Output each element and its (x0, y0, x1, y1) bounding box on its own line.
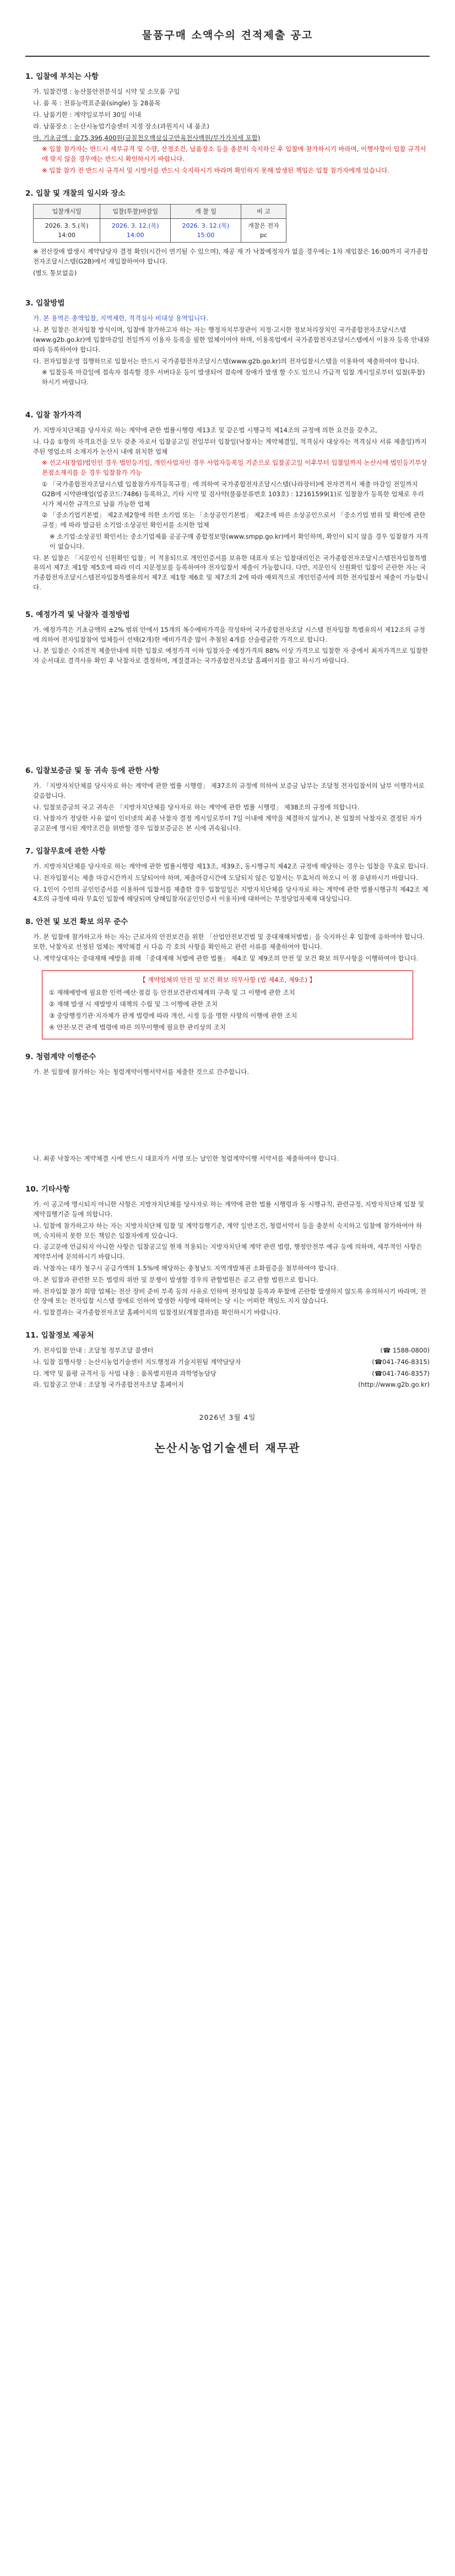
contact-row (25, 1380, 430, 1390)
s1-item: 가. 입찰건명 : 농산물안전분석실 시약 및 소모품 구입 (33, 88, 180, 96)
s10-item: 마. 본 입찰과 관련한 모든 법령의 위반 및 분쟁이 발생할 경우의 관할법원은 공고 관할 법원으로 합니다. (33, 1275, 318, 1284)
contact-row (25, 1369, 430, 1379)
section-1-heading: 1. 입찰에 부치는 사항 (25, 72, 99, 82)
contact-row (25, 1346, 430, 1356)
s5-item: 가. 예정가격은 기초금액의 ±2% 범위 안에서 15개의 복수예비가격을 작성하여 국가종합전자조달 시스템 전자입찰 특별유의서 제12조의 규정에 의하여 전자입찰참여 업체들이 선택(2개)한 예비가격중 많이 추첨된 4개를 산술평균한 가격으로 합니다. (33, 625, 425, 643)
s4-condition: ① 「국가종합전자조달시스템 입찰참가자격등록규정」에 의하여 국가종합전자조달시스템(나라장터)에 전자견적서 제출 마감일 전일까지 G2B에 시약판매업(업종코드:7486) 등록하고, 기타 시약 및 검사약(물품분류번호 103호) : 12161599(1)로 입찰참가 등록한 업체로 우리시가 제시한 규격으로 납품 가능한 업체 (42, 480, 424, 508)
contact-label: 라. 입찰공고 안내 : 조달청 국가종합전자조달 홈페이지 (33, 1381, 184, 1389)
section-3-heading: 3. 입찰방법 (25, 299, 65, 308)
safety-obligations-box (42, 970, 413, 1039)
s8-item: 나. 계약상대자는 중대재해 예방을 위해 「중대재해 처벌에 관한 법률」 제4조 및 제9조의 안전 및 보건 확보 의무사항을 이행하여야 합니다. (33, 954, 419, 962)
s4-note: ※ 선고시(창업)법인인 경우 법인등기일, 개인사업자인 경우 사업자등록일 기준으로 입찰공고일 이후부터 입찰일까지 논산시에 법인등기부상 본점소재지를 둔 경우 입찰참가 가능 (42, 459, 427, 477)
s4-condition: ② 「중소기업기본법」 제2조제2항에 의한 소기업 또는 「소상공인기본법」 제2조에 따른 소상공인으로서 「중소기업 범위 및 확인에 관한 규정」에 따라 발급된 소기업·소상공인 확인서를 소지한 업체 (42, 511, 426, 529)
s1-item: 다. 납품기한 : 계약일로부터 30일 이내 (33, 110, 141, 119)
issuer-name: 논산시농업기술센터 재무관 (154, 1441, 301, 1455)
s10-item: 가. 이 공고에 명시되지 아니한 사항은 지방자치단체를 당사자로 하는 계약에 관한 법률 시행령과 동 시행규칙, 관련규정, 지방자치단체 입찰 및 계약집행기준 등에 의합니다. (33, 1200, 424, 1218)
s6-item: 가. 「지방자치단체를 당사자로 하는 계약에 관한 법률 시행령」 제37조의 규정에 의하여 보증금 납부는 조달청 전자입찰서의 납부 이행각서로 갈음합니다. (33, 781, 425, 799)
schedule-cell: 개찰은 전자 pc (241, 218, 286, 242)
contact-row (25, 1357, 430, 1367)
page-title: 물품구매 소액수의 견적제출 공고 (142, 29, 313, 41)
section-11-heading: 11. 입찰정보 제공처 (25, 1331, 94, 1340)
safety-box-title: 【 계약업체의 안전 및 보건 확보 의무사항 (법 제4조, 제9조) 】 (139, 975, 316, 984)
s8-item: 가. 본 입찰에 참가하고자 하는 자는 근로자의 안전보건을 위한 「산업안전보건법 및 중대재해처벌법」을 숙지하신 후 입찰에 응하여야 합니다. 또한, 낙찰자로 선정된 업체는 계약체결 시 다음 각 호의 사항을 확인하고 관련 서류를 제출하여야 합니다. (33, 933, 425, 951)
s7-item: 나. 전자입찰서는 제출 마감시간까지 도달되어야 하며, 제출마감시간에 도달되지 않은 입찰서는 무효처리 하오니 이 점 유념하시기 바랍니다. (33, 873, 419, 882)
contact-value: (http://www.g2b.go.kr) (358, 1381, 430, 1389)
schedule-header: 입찰개시일 (34, 204, 100, 218)
section-10-heading: 10. 기타사항 (25, 1185, 70, 1194)
schedule-header: 개 찰 일 (171, 204, 241, 218)
s7-item: 다. 1인이 수인의 공인인증서를 이용하여 입찰서를 제출한 경우 입찰일일은 지방자치단체를 당사자로 하는 계약에 관한 법률시행규칙 제42조 제4호의 규정에 따라 무효인 입찰에 해당되며 당해입찰자(공인인증서 이용자)에 대하여는 부정당업자제재 대상입니다. (33, 885, 429, 903)
s1-note: ※ 입찰 참가 전 반드시 규격서 및 시방서를 반드시 숙지하시기 바라며 확인하지 못해 발생된 책임은 입찰 참가자에게 있습니다. (42, 167, 389, 175)
s1-item: 라. 납품장소 : 논산시농업기술센터 지정 장소(과원지시 내 품조) (33, 122, 209, 130)
section-2-heading: 2. 입찰 및 개찰의 일시와 장소 (25, 189, 126, 198)
s2-note: ※ 전산장애 발생시 계약담당자 결정 확인(시간이 연기될 수 있으며), 재공 재 가 낙찰예정자가 없을 경우에는 1차 재입찰은 16:00까지 국가종합전자조달시스템(G2B)에서 재입찰하여야 합니다. (33, 247, 429, 265)
s1-item: 나. 품 목 : 전류능력표준품(single) 등 28품목 (33, 99, 161, 108)
s10-item: 사. 입찰결과는 국가종합전자조달 홈페이지의 입찰정보(개찰결과)를 확인하시기 바랍니다. (33, 1308, 281, 1317)
s1-note: ※ 입찰 참가자는 반드시 세부규격 및 수량, 산정조건, 납품장소 등을 충분히 숙지하신 후 입찰에 참가하시기 바라며, 이행사항이 입찰 규격서에 맞지 않을 경우에는 반드시 확인하시기 바랍니다. (42, 145, 426, 163)
s5-item: 나. 본 입찰은 수의견적 제출안내에 의한 입찰로 예정가격 이하 입찰자중 예정가격의 88% 이상 가격으로 입찰한 자 중에서 최저가격으로 입찰한 자 순서대로 결격사유 확인 후 낙찰자로 결정하며, 계절결과는 국가종합전자조달 홈페이지를 참고 하시기 바랍니다. (33, 647, 429, 665)
contact-value: (☎ 1588-0800) (380, 1346, 430, 1354)
s10-item: 라. 낙찰자는 대가 청구시 공급가액의 1.5%에 해당하는 충청남도 지역개발채권 소화필증을 첨부하여야 합니다. (33, 1264, 339, 1272)
s10-item: 바. 전자입찰 참가 희망 업체는 전산 장비 준비 부족 등의 사유로 인하여 전자입찰 등록과 투찰에 곤란함 발생하지 않도록 유의하시기 바라며, 전산 장애 또는 전자입찰 시스템 장애로 인하여 발생한 사항에 대하여는 당 시는 어떠한 책임도 지지 않습니다. (33, 1287, 426, 1305)
section-8-heading: 8. 안전 및 보건 확보 의무 준수 (25, 917, 128, 927)
section-7-heading: 7. 입찰무효에 관한 사항 (25, 847, 106, 856)
s6-item: 다. 낙찰자가 정당한 사유 없이 인터넷의 최종 낙찰자 결정 게시일로부터 7일 이내에 계약을 체결하지 않거나, 본 입찰의 낙찰자로 결정된 자가 공고문에 명시된 계약조건을 위반할 경우 입찰보증금은 본 시에 귀속됩니다. (33, 814, 422, 833)
safety-box-item: ④ 안전·보건 관계 법령에 따른 의무이행에 필요한 관리상의 조치 (49, 1023, 226, 1031)
s10-item: 다. 공고문에 언급되지 아니한 사항은 입찰공고일 현재 적용되는 지방자치단체 계약 관련 법령, 행정안전부 예규 등에 의하며, 세부적인 사항은 계약부서에 문의하시기 바랍니다. (33, 1243, 422, 1261)
notice-date: 2026년 3월 4일 (199, 1413, 256, 1422)
s7-item: 가. 지방자치단체를 당사자로 하는 계약에 관한 법률시행령 제13조, 제39조, 동시행규칙 제42조 규정에 해당하는 경우는 입찰을 무효로 합니다. (33, 862, 428, 870)
contact-value: (☎041-746-8315) (372, 1357, 430, 1366)
s3-item: 가. 본 용역은 총액입찰, 지역제한, 적격심사 비대상 용역입니다. (33, 314, 208, 323)
s10-item: 나. 입찰에 참가하고자 하는 자는 지방자치단체 입찰 및 계약집행기준, 계약 일반조건, 청렴서약서 등을 충분히 숙지하고 입찰에 참가하여야 하며, 숙지하지 못한 모든 책임은 입찰자에게 있습니다. (33, 1221, 422, 1239)
title-divider (25, 56, 430, 57)
schedule-header: 비 고 (241, 204, 286, 218)
s9-item: 가. 본 입찰에 참가하는 자는 청렴계약이행서약서를 제출한 것으로 간주합니다. (33, 1067, 250, 1076)
section-4-heading: 4. 입찰 참가자격 (25, 410, 82, 420)
section-6-heading: 6. 입찰보증금 및 동 귀속 등에 관한 사항 (25, 766, 160, 776)
safety-box-item: ① 재해예방에 필요한 인력·예산·점검 등 안전보건관리체계의 구축 및 그 이행에 관한 조치 (49, 989, 295, 997)
section-9-heading: 9. 청렴계약 이행준수 (25, 1052, 96, 1061)
s4-item: 가. 지방자치단체를 당사자로 하는 계약에 관한 법률시행령 제13조 및 같은법 시행규칙 제14조의 규정에 의한 요건을 갖추고, (33, 426, 377, 434)
schedule-cell: 2026. 3. 5.(목) 14:00 (34, 218, 100, 242)
contact-label: 나. 입찰 집행사항 : 논산시농업기술센터 지도행정과 기술지원팀 계약담당자 (33, 1357, 241, 1366)
schedule-cell: 2026. 3. 12.(목) 14:00 (100, 218, 171, 242)
s3-note: ※ 입찰등록 마감일에 접속자 접속할 경우 서버다운 등이 발생되어 접속에 장애가 발생 할 수도 있으니 가급적 입찰 개시일로부터 입찰(투찰)하시기 바랍니다. (42, 368, 425, 387)
contact-label: 가. 전자입찰 안내 : 조달청 정부조달 콜센터 (33, 1346, 154, 1354)
s6-item: 나. 입찰보증금의 국고 귀속은 「지방자치단체를 당사자로 하는 계약에 관한 법률 시행령」 제38조의 규정에 의합니다. (33, 803, 360, 811)
s1-item-base-price: 마. 기초금액 : 金75,396,400원(금칠천오백삼십구만육천사백원/부가가치세 포함) (33, 133, 261, 142)
contact-value: (☎041-746-8357) (372, 1369, 430, 1377)
s2-note: (별도 통보없음) (33, 269, 77, 277)
schedule-header: 입찰(투찰)마감일 (100, 204, 171, 218)
safety-box-item: ② 재해 발생 시 재발방지 대책의 수립 및 그 이행에 관한 조치 (49, 1000, 218, 1008)
s4-note: ※ 소기업·소상공인 확인서는 중소기업제품 공공구매 종합정보망(www.smpp.go.kr)에서 확인하며, 확인이 되지 않을 경우 입찰참가 자격이 없습니다. (50, 533, 429, 550)
safety-box-item: ③ 중앙행정기관·지자체가 관계 법령에 따라 개선, 시정 등을 명한 사항의 이행에 관한 조치 (49, 1012, 297, 1020)
section-5-heading: 5. 예정가격 및 낙찰자 결정방법 (25, 610, 130, 619)
s4-item: 나. 다음 ①항의 자격요건을 모두 갖춘 자로서 입찰공고일 전일부터 입찰일(낙찰자는 계약체결일, 적격심사 대상자는 적격심사 서류 제출일)까지 주된 영업소의 소재지가 논산시 내에 위치한 업체 (33, 437, 427, 455)
s3-item: 다. 전자입찰운영 집행하므로 입찰서는 반드시 국가종합전자조달시스템(www.g2b.go.kr)의 전자입찰시스템을 이용하여 제출하여야 합니다. (33, 357, 420, 365)
contact-label: 다. 계약 및 품평 규격서 등 사업 내용 : 품목별지원과 과학영농담당 (33, 1369, 216, 1377)
schedule-table (33, 204, 286, 243)
s9-item: 나. 최종 낙찰자는 계약체결 시에 반드시 대표자가 서명 또는 날인한 청렴계약이행 서약서를 제출하여야 합니다. (33, 1155, 339, 1163)
s3-item: 나. 본 입찰은 전자입찰 방식이며, 입찰에 참가하고자 하는 자는 행정자치부장관이 지정·고시한 정보처리장치인 국가종합전자조달시스템(www.g2b.go.kr)에 입찰마감일 전일까지 이용자 등록을 필한 업체이어야 하며, 이용록업에서 국가종합전자조달시스템에서 이용자 등록 안내와 따라 등록하여야 합니다. (33, 326, 430, 353)
s4-item: 다. 본 입찰은 「지문인식 신원확인 입찰」이 적용되므로 개인인증서를 보유한 대표자 또는 입찰대리인은 국가종합전자조달시스템전자입찰특별유의서 제7조 제1항 제5호에 따라 미리 지문정보를 등록하여야 전자입찰서 제출이 가능합니다. 다만, 지문인식 신원확인 입찰이 곤란한 자는 국가종합전자조달시스템전자입찰특별유의서 제7조 제1항 제6호 및 제7조의 2에 따라 예외적으로 개인인증서에 의한 전자입찰서 제출이 가능합니다. (33, 554, 429, 592)
schedule-cell: 2026. 3. 12.(목) 15:00 (171, 218, 241, 242)
